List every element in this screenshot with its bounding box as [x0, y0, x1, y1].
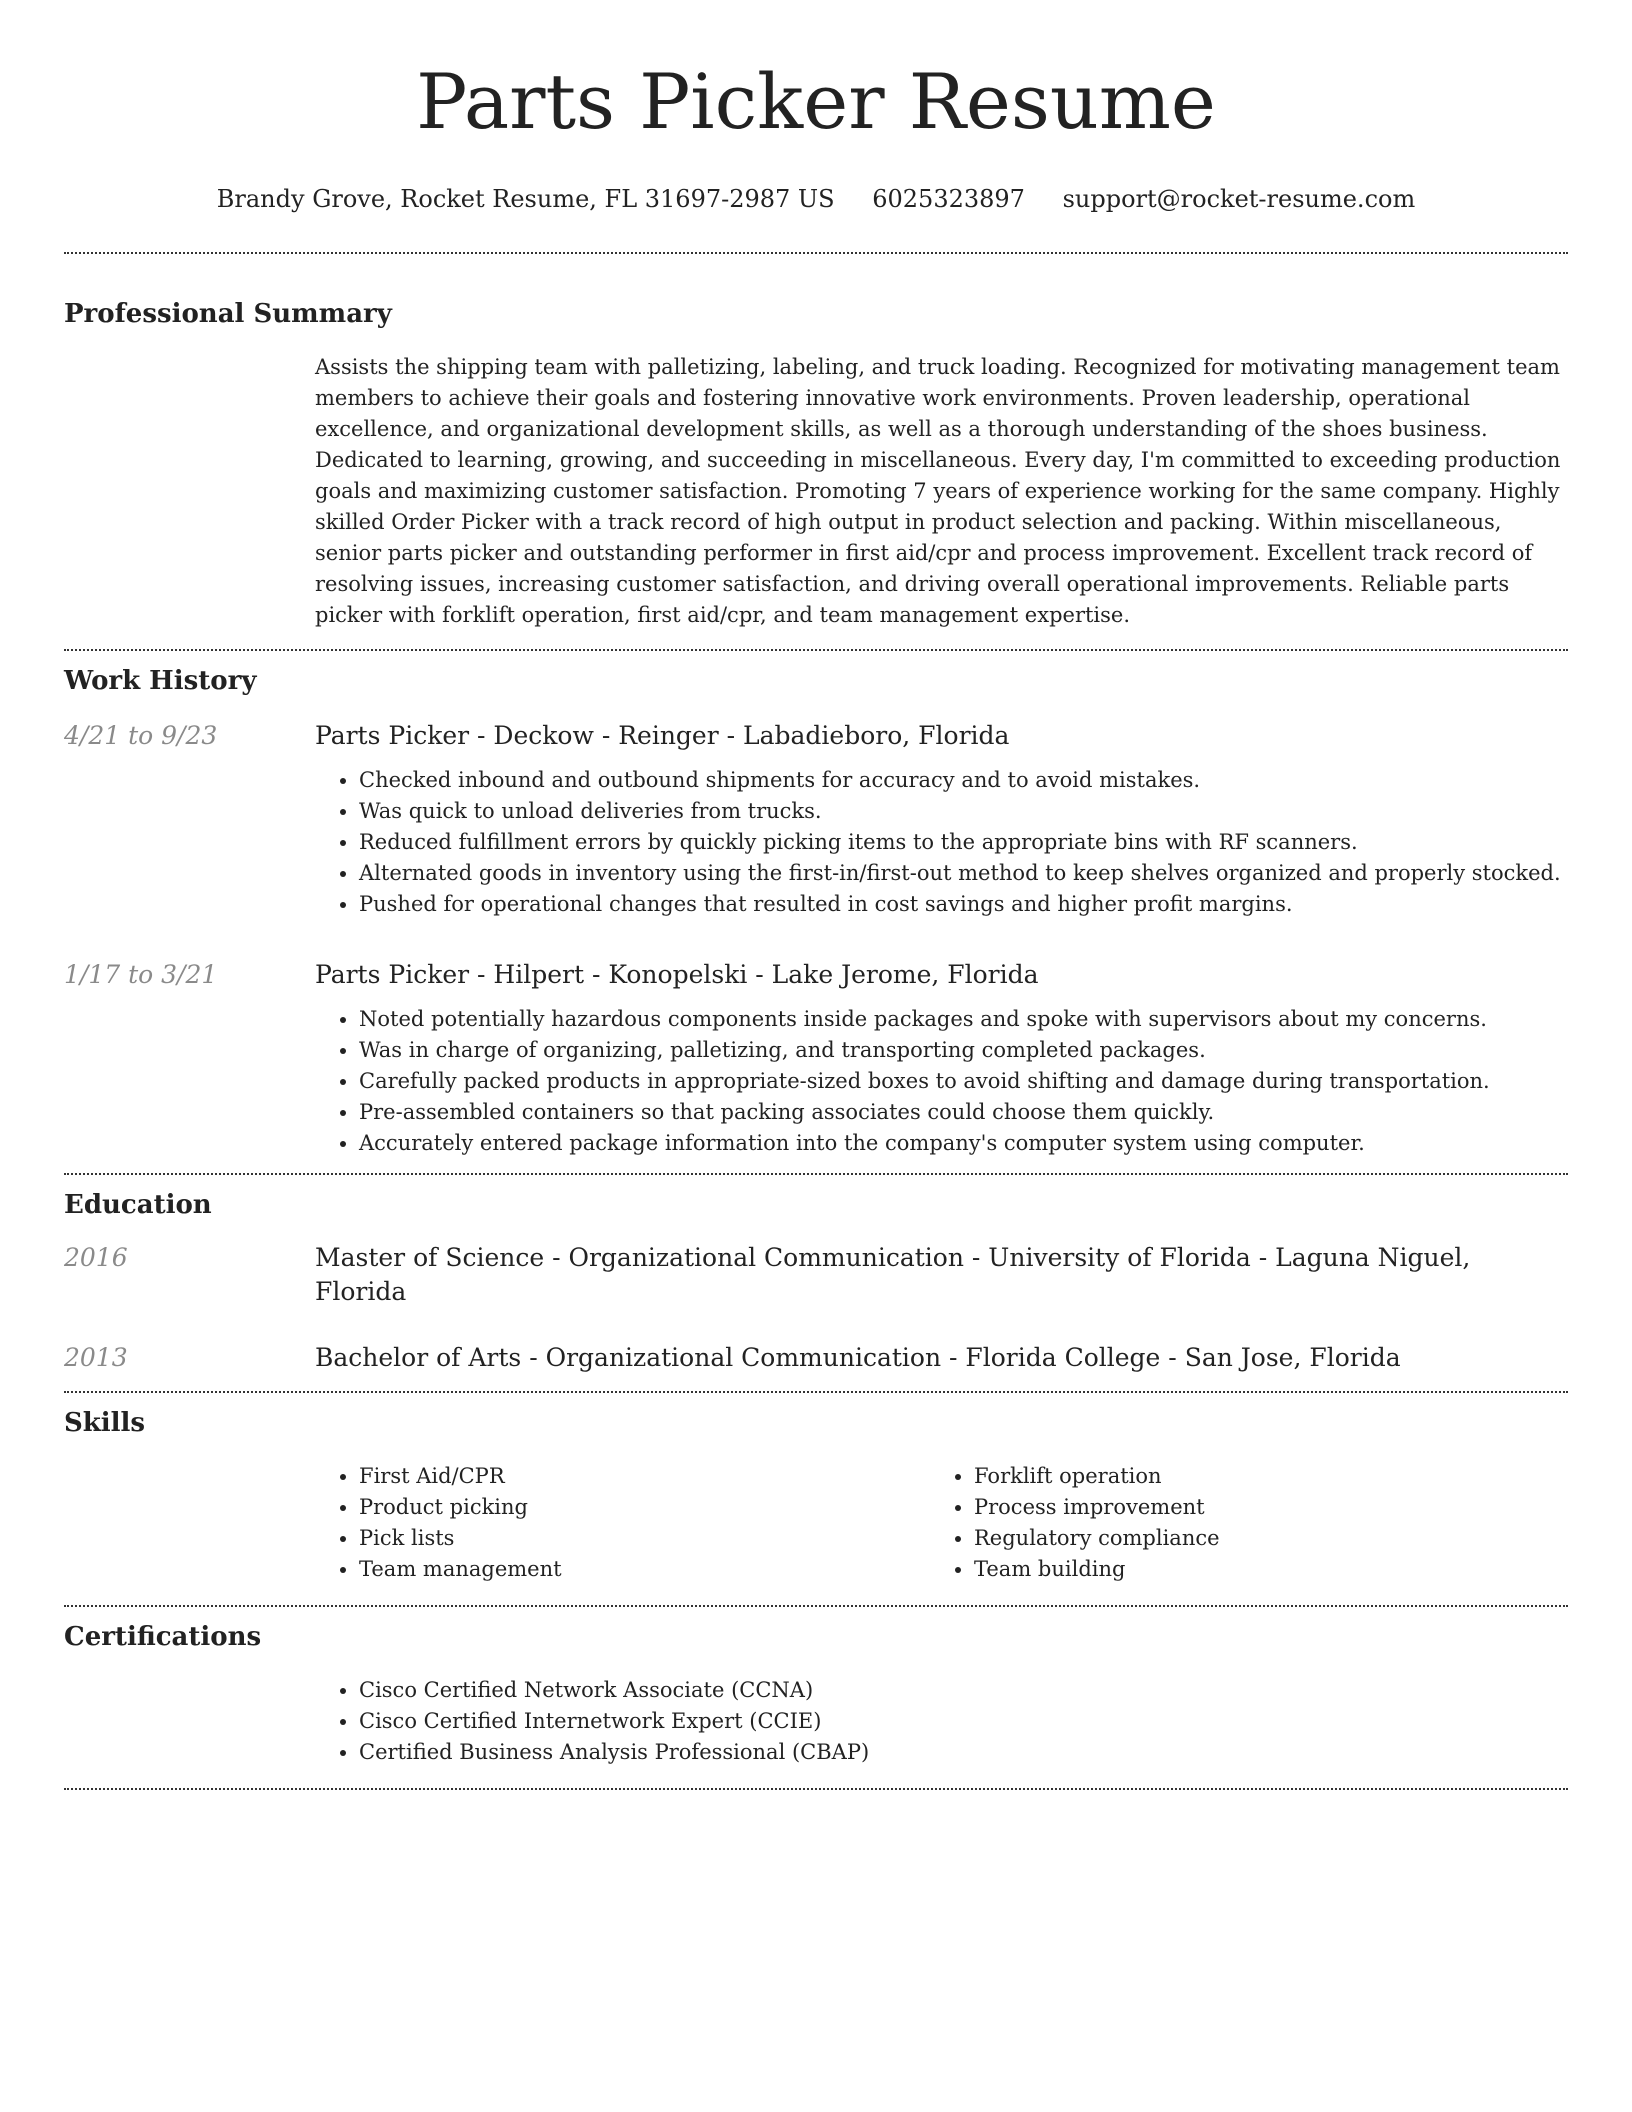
summary-text: Assists the shipping team with palletizing, labeling, and truck loading. Recognized for motivating management team members to achieve their goals and fostering innovative work environments. Proven leadership, operational excellence, and organizational development skills, as well as a thorough understanding of the shoes business. Dedicated to learning, growing, and succeeding in miscellaneous. Every day, I'm committed to exceeding production goals and maximizing customer satisfaction. Promoting 7 years of experience working for the same company. Highly skilled Order Picker with a track record of high output in product selection and packing. Within miscellaneous, senior parts picker and outstanding performer in first aid/cpr and process improvement. Excellent track record of resolving issues, increasing customer satisfaction, and driving overall operational improvements. Reliable parts picker with forklift operation, first aid/cpr, and team management expertise. [315, 355, 1561, 627]
list-item: • Pre-assembled containers so that packing associates could choose them quickly. [359, 1097, 1568, 1128]
list-item: • Cisco Certified Internetwork Expert (CCIE) [359, 1706, 1568, 1737]
skills-grid [315, 1461, 1568, 1585]
summary-heading: Professional Summary [64, 299, 392, 329]
work-history-section [64, 649, 1568, 1173]
skills-heading: Skills [64, 1408, 146, 1438]
contact-phone: 6025323897 [872, 185, 1025, 213]
education-title: Bachelor of Arts - Organizational Communication - Florida College - San Jose, Florida [315, 1343, 1401, 1372]
list-item: • Alternated goods in inventory using the first-in/first-out method to keep shelves organized and properly stocked. [359, 858, 1568, 889]
list-item: • Process improvement [974, 1492, 1545, 1523]
job-dates: 1/17 to 3/21 [64, 960, 218, 989]
list-item: • Team building [974, 1554, 1545, 1585]
list-item: • Cisco Certified Network Associate (CCNA) [359, 1675, 1568, 1706]
education-heading: Education [64, 1190, 212, 1220]
contact-email: support@rocket-resume.com [1062, 185, 1416, 213]
job-entry [64, 719, 1568, 920]
job-title: Parts Picker - Hilpert - Konopelski - Lake Jerome, Florida [315, 960, 1039, 989]
job-entry [64, 958, 1568, 1159]
contact-address: Brandy Grove, Rocket Resume, FL 31697-2987 US [216, 185, 835, 213]
end-divider [64, 1788, 1568, 1790]
page-title: Parts Picker Resume [416, 57, 1216, 146]
list-item: • Was in charge of organizing, palletizing, and transporting completed packages. [359, 1035, 1568, 1066]
education-entry [64, 1241, 1568, 1309]
job-dates: 4/21 to 9/23 [64, 721, 218, 750]
list-item: • Checked inbound and outbound shipments for accuracy and to avoid mistakes. [359, 765, 1568, 796]
list-item: • Forklift operation [974, 1461, 1545, 1492]
job-bullets [315, 1004, 1568, 1159]
list-item: • Pushed for operational changes that resulted in cost savings and higher profit margins. [359, 889, 1568, 920]
education-section [64, 1173, 1568, 1391]
list-item: • Certified Business Analysis Professional (CBAP) [359, 1737, 1568, 1768]
job-header [64, 958, 1568, 992]
job-bullets [315, 765, 1568, 920]
certifications-heading: Certifications [64, 1622, 262, 1652]
list-item: • Pick lists [359, 1523, 930, 1554]
education-year: 2013 [64, 1343, 128, 1372]
job-title: Parts Picker - Deckow - Reinger - Labadieboro, Florida [315, 721, 1010, 750]
list-item: • Accurately entered package information into the company's computer system using computer. [359, 1128, 1568, 1159]
list-item: • Regulatory compliance [974, 1523, 1545, 1554]
work-history-heading: Work History [64, 666, 257, 696]
education-entry [64, 1341, 1568, 1375]
list-item: • Team management [359, 1554, 930, 1585]
list-item: • First Aid/CPR [359, 1461, 930, 1492]
list-item: • Product picking [359, 1492, 930, 1523]
education-year: 2016 [64, 1243, 128, 1272]
skills-column-right [930, 1461, 1545, 1585]
skills-column-left [315, 1461, 930, 1585]
list-item: • Reduced fulfillment errors by quickly picking items to the appropriate bins with RF scanners. [359, 827, 1568, 858]
list-item: • Was quick to unload deliveries from trucks. [359, 796, 1568, 827]
skills-section [64, 1391, 1568, 1605]
resume-header [64, 0, 1568, 214]
certifications-list [315, 1675, 1568, 1768]
list-item: • Carefully packed products in appropriate-sized boxes to avoid shifting and damage during transportation. [359, 1066, 1568, 1097]
job-header [64, 719, 1568, 753]
contact-line [64, 184, 1568, 214]
list-item: • Noted potentially hazardous components inside packages and spoke with supervisors about my concerns. [359, 1004, 1568, 1035]
certifications-section [64, 1605, 1568, 1788]
summary-section [64, 252, 1568, 649]
education-title: Master of Science - Organizational Communication - University of Florida - Laguna Niguel, Florida [315, 1243, 1471, 1306]
